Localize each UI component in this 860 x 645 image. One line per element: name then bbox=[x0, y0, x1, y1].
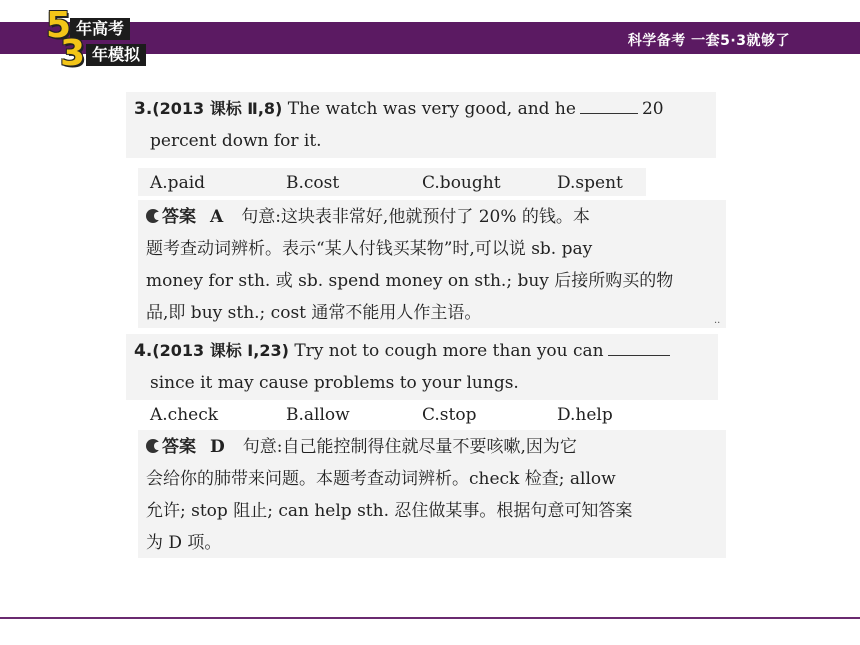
q3-stem-text: The watch was very good, and he bbox=[287, 99, 576, 119]
q3-stem-line1 bbox=[134, 98, 664, 120]
q4-number: 4. bbox=[134, 341, 153, 361]
q4-explanation-0: 句意:自己能控制得住就尽量不要咳嗽,因为它 bbox=[242, 437, 577, 457]
q3-option-b: B.cost bbox=[286, 173, 340, 193]
q3-explanation-3: 品,即 buy sth.; cost 通常不能用人作主语。 bbox=[146, 303, 482, 323]
q4-stem-text: Try not to cough more than you can bbox=[294, 341, 604, 361]
q4-option-d: D.help bbox=[557, 405, 613, 425]
q4-explanation-3: 为 D 项。 bbox=[146, 533, 222, 553]
q3-option-a: A.paid bbox=[150, 173, 206, 193]
decorative-dots: ·· bbox=[714, 318, 721, 329]
q3-number: 3. bbox=[134, 99, 153, 119]
header-slogan: 科学备考 一套5·3就够了 bbox=[627, 33, 790, 49]
answer-icon bbox=[146, 439, 160, 453]
logo-top-number: 5 bbox=[46, 5, 72, 46]
q3-explanation-2: money for sth. 或 sb. spend money on sth.; buy 后接所购买的物 bbox=[146, 271, 674, 291]
q4-answer-line1 bbox=[146, 436, 577, 458]
logo-top-text: 年高考 bbox=[70, 18, 130, 40]
q3-answer-label: 答案 bbox=[162, 207, 196, 227]
footer-divider bbox=[0, 617, 860, 619]
q4-stem-line2: since it may cause problems to your lungs. bbox=[150, 373, 519, 393]
answer-icon bbox=[146, 209, 160, 223]
logo bbox=[46, 5, 166, 74]
q4-explanation-1: 会给你的肺带来问题。本题考查动词辨析。check 检查; allow bbox=[146, 469, 616, 489]
q4-answer-letter: D bbox=[210, 437, 225, 457]
q4-answer-label: 答案 bbox=[162, 437, 196, 457]
q4-option-b: B.allow bbox=[286, 405, 350, 425]
q3-answer-letter: A bbox=[210, 207, 224, 227]
q3-source: (2013 课标 Ⅱ,8) bbox=[152, 99, 283, 118]
q3-answer-line1 bbox=[146, 206, 590, 228]
q3-explanation-1: 题考查动词辨析。表示“某人付钱买某物”时,可以说 sb. pay bbox=[146, 239, 593, 259]
q3-explanation-0: 句意:这块表非常好,他就预付了 20% 的钱。本 bbox=[241, 207, 590, 227]
q4-explanation-2: 允许; stop 阻止; can help sth. 忍住做某事。根据句意可知答案 bbox=[146, 501, 633, 521]
logo-bottom-text: 年模拟 bbox=[86, 44, 146, 66]
logo-bottom-number: 3 bbox=[60, 33, 86, 74]
q3-stem-line2: percent down for it. bbox=[150, 131, 322, 151]
q4-stem-line1 bbox=[134, 340, 674, 362]
q4-option-a: A.check bbox=[150, 405, 219, 425]
q3-blank bbox=[580, 99, 638, 114]
q4-option-c: C.stop bbox=[422, 405, 477, 425]
q4-source: (2013 课标 Ⅰ,23) bbox=[152, 341, 289, 360]
q3-option-d: D.spent bbox=[557, 173, 623, 193]
q4-blank bbox=[608, 341, 670, 356]
q3-option-c: C.bought bbox=[422, 173, 501, 193]
q3-stem-after: 20 bbox=[641, 99, 664, 119]
